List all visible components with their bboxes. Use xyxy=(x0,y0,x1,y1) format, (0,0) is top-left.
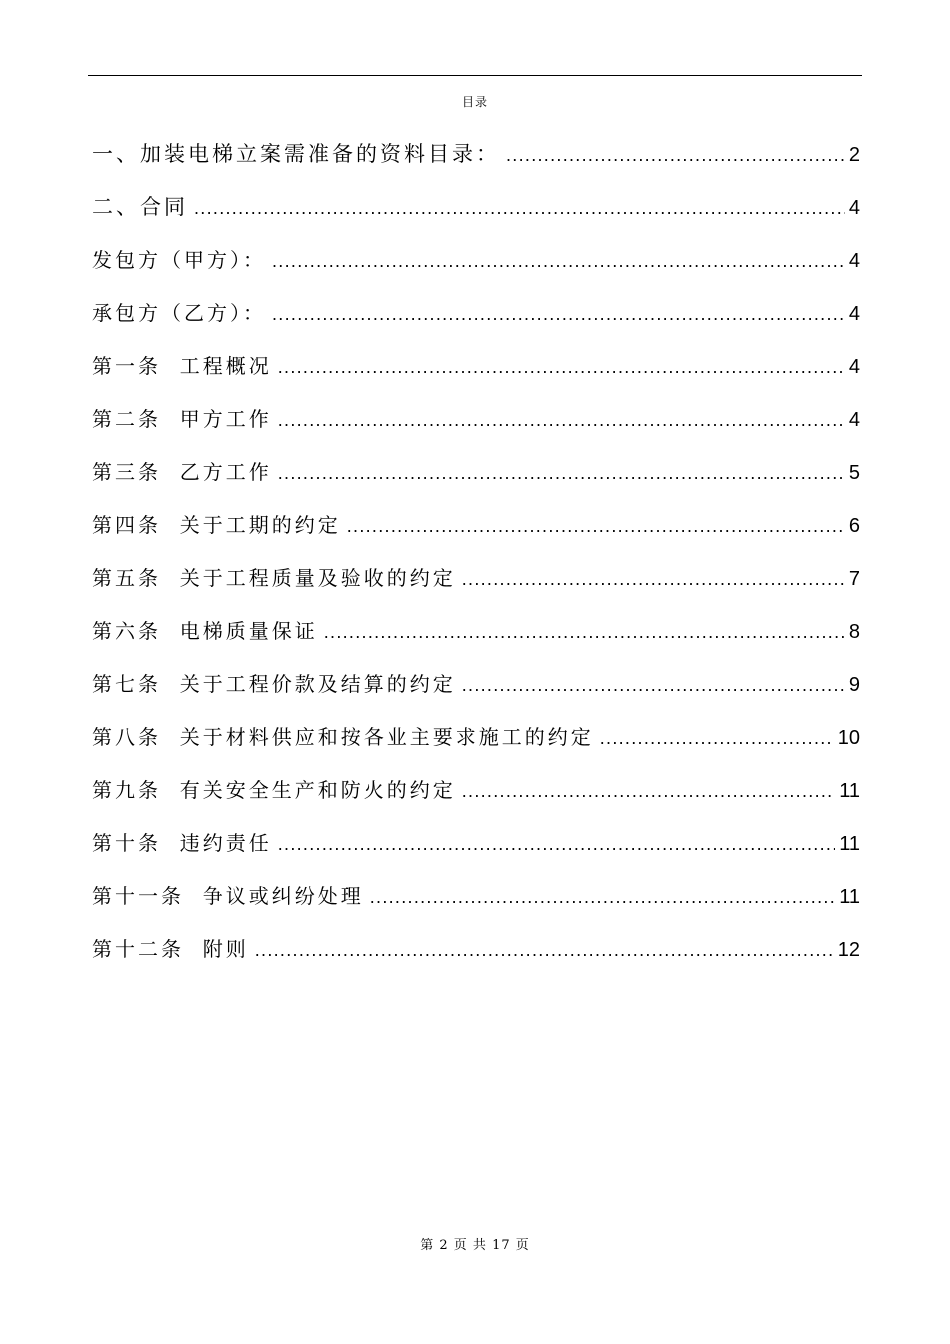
toc-entry-article-10[interactable] xyxy=(92,829,860,882)
toc-entry-label: 第一条 工程概况 xyxy=(92,354,272,378)
toc-entry-label: 第二条 甲方工作 xyxy=(92,407,272,431)
toc-entry-page: 8 xyxy=(848,621,860,643)
toc-entry-article-4[interactable] xyxy=(92,511,860,564)
toc-dot-leader xyxy=(600,724,834,752)
table-of-contents xyxy=(92,140,860,988)
toc-dot-leader xyxy=(462,671,845,699)
toc-entry-article-5[interactable] xyxy=(92,564,860,617)
toc-entry-page: 11 xyxy=(839,780,860,802)
toc-entry-label: 第九条 有关安全生产和防火的约定 xyxy=(92,778,456,802)
toc-entry-article-3[interactable] xyxy=(92,458,860,511)
toc-dot-leader xyxy=(194,194,845,222)
toc-entry-page: 4 xyxy=(848,356,860,378)
toc-entry-article-1[interactable] xyxy=(92,352,860,405)
toc-entry-article-12[interactable] xyxy=(92,935,860,988)
toc-entry-page: 2 xyxy=(848,144,860,166)
toc-entry-page: 12 xyxy=(837,939,860,961)
toc-entry-label: 第十一条 争议或纠纷处理 xyxy=(92,884,364,908)
toc-entry-page: 6 xyxy=(848,515,860,537)
toc-entry-label: 一、加装电梯立案需准备的资料目录： xyxy=(92,142,500,166)
toc-entry-page: 4 xyxy=(848,250,860,272)
footer-prefix: 第 xyxy=(420,1238,435,1253)
toc-entry-label: 第八条 关于材料供应和按各业主要求施工的约定 xyxy=(92,725,594,749)
footer-suffix: 页 xyxy=(515,1238,530,1253)
toc-entry-label: 第十条 违约责任 xyxy=(92,831,272,855)
toc-dot-leader xyxy=(506,141,845,169)
toc-entry-page: 4 xyxy=(848,303,860,325)
toc-dot-leader xyxy=(370,883,836,911)
toc-dot-leader xyxy=(278,459,845,487)
toc-entry-page: 4 xyxy=(848,409,860,431)
toc-dot-leader xyxy=(272,247,845,275)
toc-entry-page: 4 xyxy=(848,197,860,219)
toc-dot-leader xyxy=(462,565,845,593)
toc-entry-page: 5 xyxy=(848,462,860,484)
toc-entry-page: 7 xyxy=(848,568,860,590)
toc-entry-page: 9 xyxy=(848,674,860,696)
toc-entry-label: 第十二条 附则 xyxy=(92,937,249,961)
toc-entry-party-a[interactable] xyxy=(92,246,860,299)
toc-dot-leader xyxy=(278,353,845,381)
toc-entry-article-2[interactable] xyxy=(92,405,860,458)
toc-entry-materials[interactable] xyxy=(92,140,860,193)
toc-entry-page: 10 xyxy=(837,727,860,749)
toc-dot-leader xyxy=(278,830,836,858)
toc-entry-label: 承包方（乙方）： xyxy=(92,301,266,325)
toc-entry-article-11[interactable] xyxy=(92,882,860,935)
toc-dot-leader xyxy=(462,777,836,805)
page-title: 目录 xyxy=(461,95,488,109)
toc-entry-label: 二、合同 xyxy=(92,195,188,219)
toc-entry-label: 第四条 关于工期的约定 xyxy=(92,513,341,537)
toc-entry-party-b[interactable] xyxy=(92,299,860,352)
toc-entry-label: 第六条 电梯质量保证 xyxy=(92,619,318,643)
footer-current-page: 2 xyxy=(439,1238,449,1253)
toc-entry-contract[interactable] xyxy=(92,193,860,246)
footer-middle: 页 共 xyxy=(453,1238,487,1253)
toc-entry-page: 11 xyxy=(839,886,860,908)
toc-entry-label: 发包方（甲方）： xyxy=(92,248,266,272)
page-footer xyxy=(0,1234,950,1253)
toc-entry-article-7[interactable] xyxy=(92,670,860,723)
toc-entry-label: 第三条 乙方工作 xyxy=(92,460,272,484)
header-rule xyxy=(88,75,862,76)
toc-entry-label: 第五条 关于工程质量及验收的约定 xyxy=(92,566,456,590)
toc-entry-label: 第七条 关于工程价款及结算的约定 xyxy=(92,672,456,696)
toc-dot-leader xyxy=(255,936,834,964)
toc-entry-article-9[interactable] xyxy=(92,776,860,829)
toc-entry-page: 11 xyxy=(839,833,860,855)
toc-entry-article-6[interactable] xyxy=(92,617,860,670)
footer-total-pages: 17 xyxy=(492,1238,511,1253)
toc-entry-article-8[interactable] xyxy=(92,723,860,776)
toc-dot-leader xyxy=(324,618,845,646)
toc-dot-leader xyxy=(347,512,845,540)
toc-dot-leader xyxy=(278,406,845,434)
toc-dot-leader xyxy=(272,300,845,328)
